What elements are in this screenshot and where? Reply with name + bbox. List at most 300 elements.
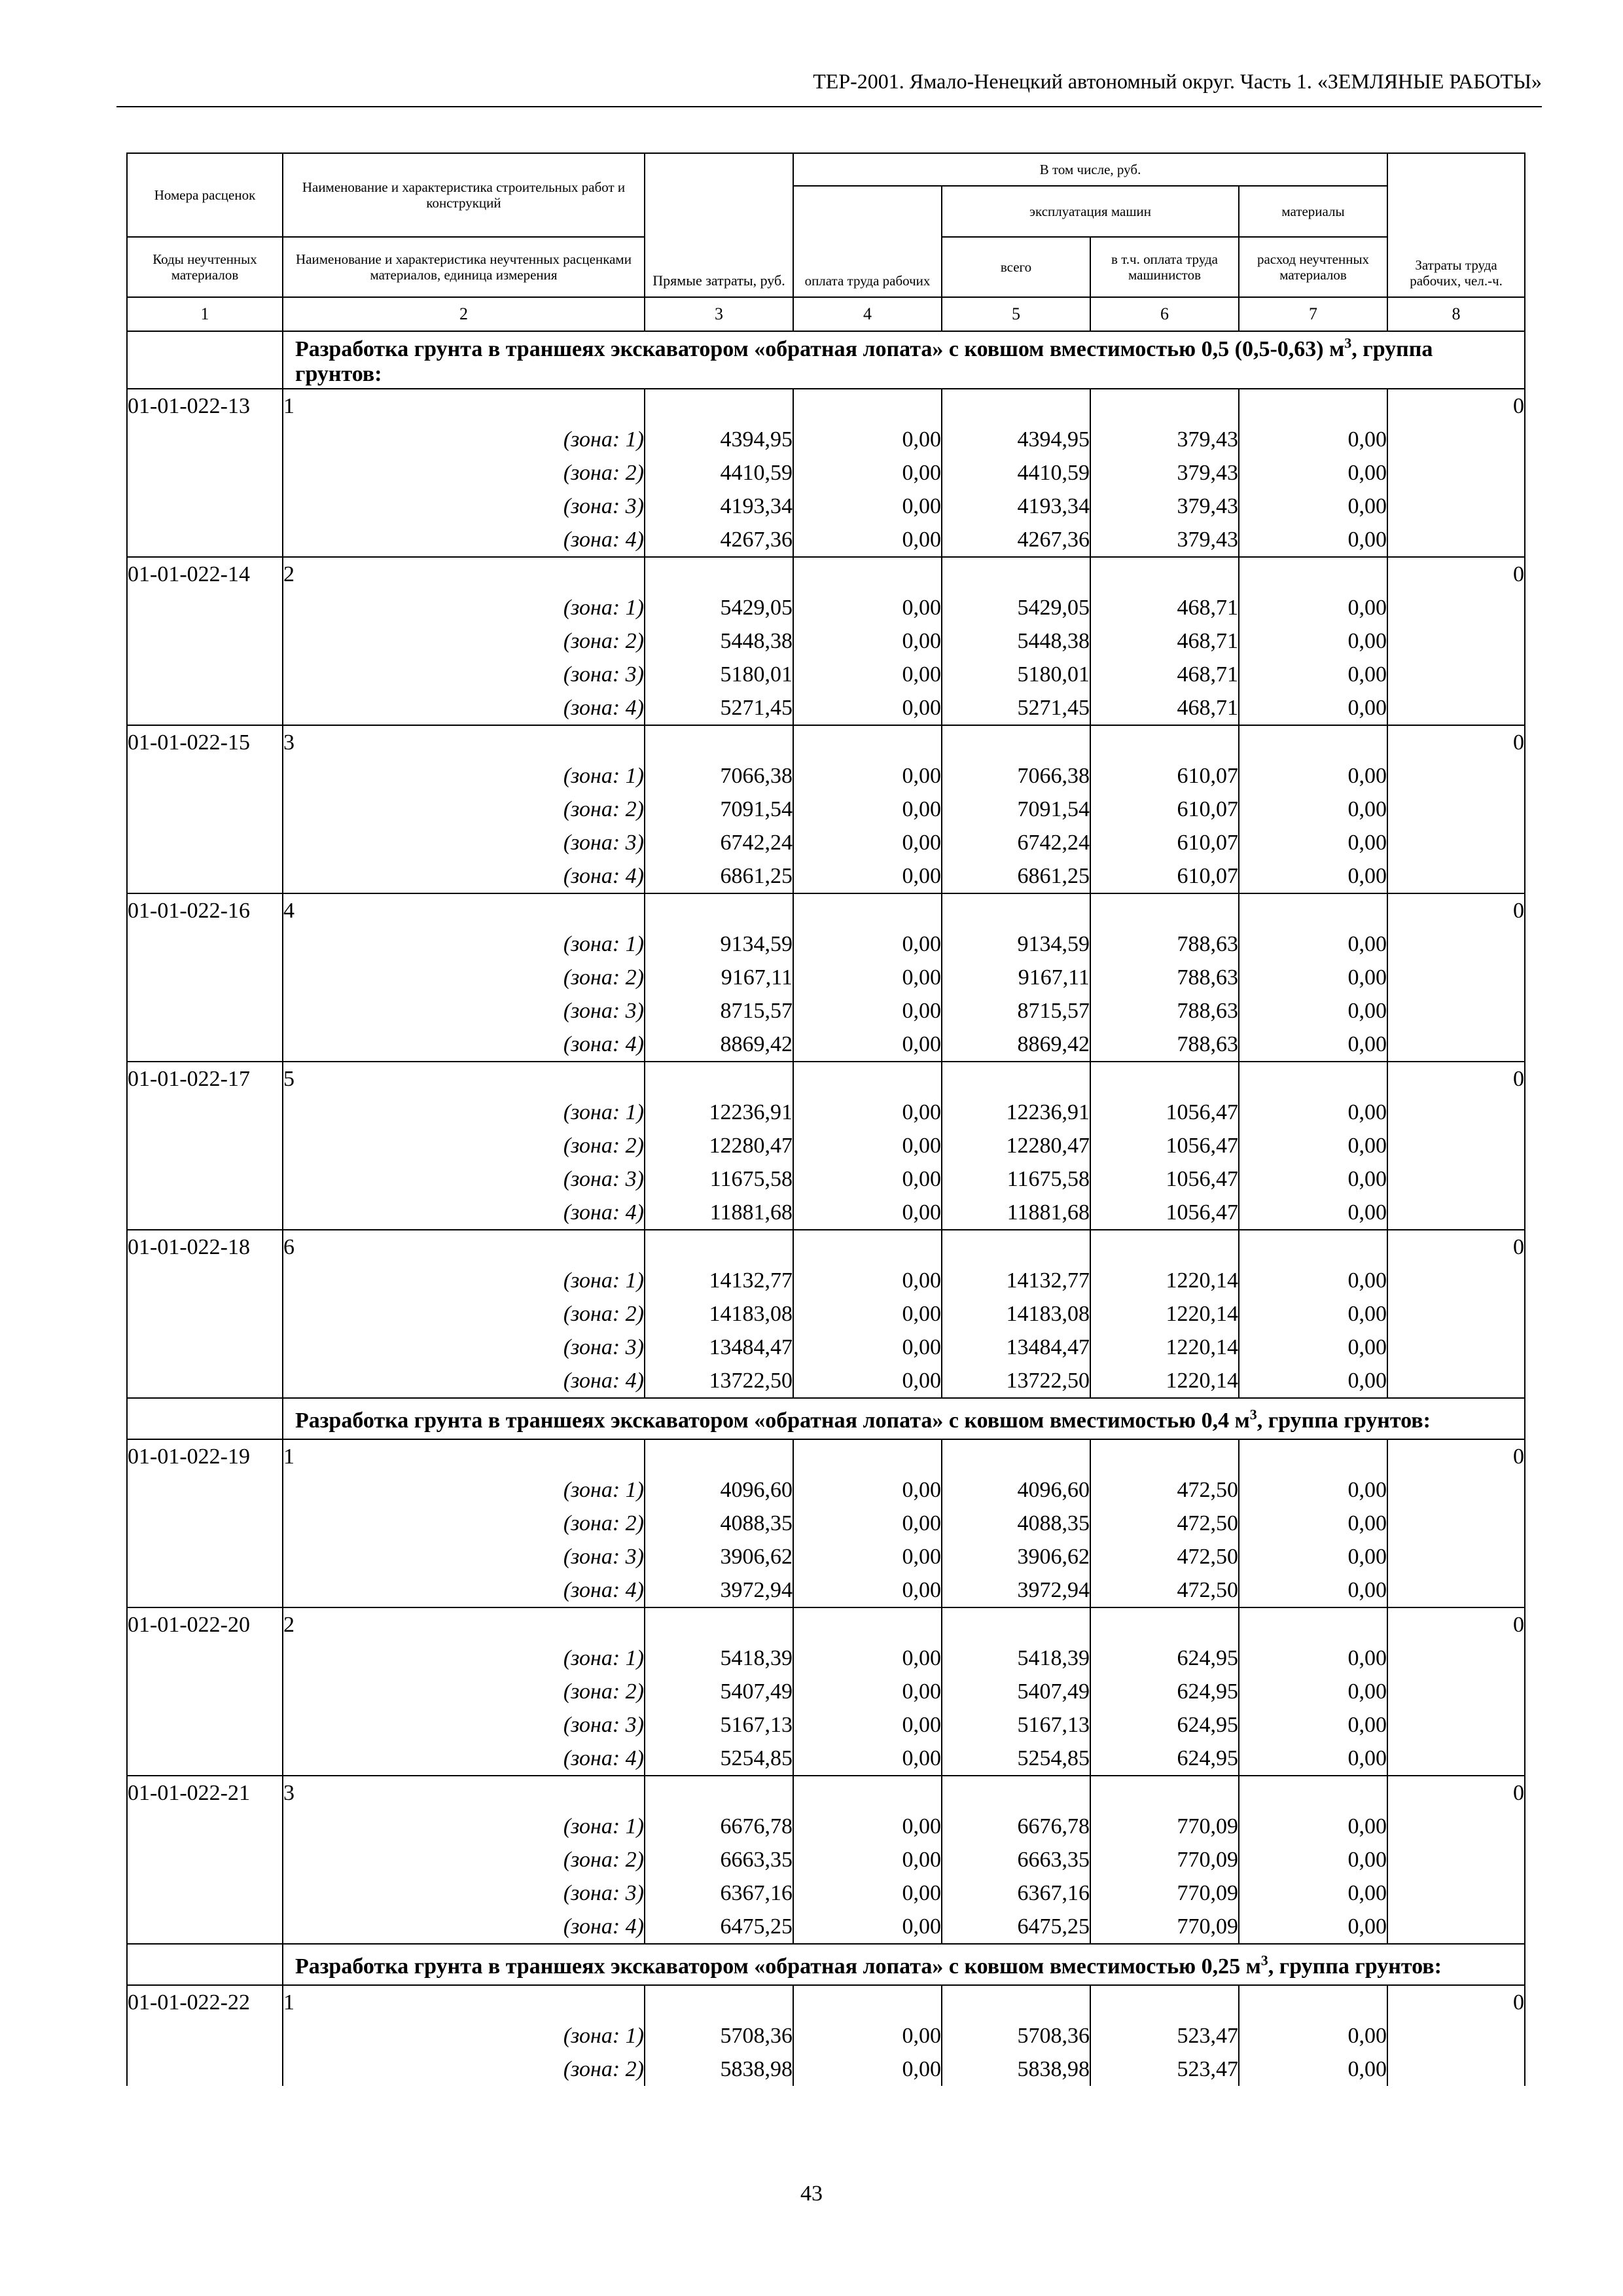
zone-label: (зона: 1) bbox=[283, 759, 645, 793]
rate-code: 01-01-022-22 bbox=[127, 1985, 283, 2019]
rate-row bbox=[127, 1439, 1525, 1473]
machine-total: 5838,98 bbox=[942, 2053, 1090, 2086]
rate-labor: 0 bbox=[1387, 1776, 1525, 1810]
rate-name: 1 bbox=[283, 1439, 645, 1473]
machine-total: 5271,45 bbox=[942, 691, 1090, 725]
direct-cost: 7091,54 bbox=[645, 793, 793, 826]
materials-cost: 0,00 bbox=[1239, 490, 1387, 523]
machine-total: 3972,94 bbox=[942, 1573, 1090, 1607]
zone-row bbox=[127, 691, 1525, 725]
rate-labor: 0 bbox=[1387, 893, 1525, 927]
machine-total: 4193,34 bbox=[942, 490, 1090, 523]
zone-row bbox=[127, 1129, 1525, 1162]
worker-pay: 0,00 bbox=[793, 961, 942, 994]
direct-cost: 7066,38 bbox=[645, 759, 793, 793]
rate-code: 01-01-022-18 bbox=[127, 1230, 283, 1264]
direct-cost: 6475,25 bbox=[645, 1910, 793, 1944]
direct-cost: 4096,60 bbox=[645, 1473, 793, 1507]
materials-cost: 0,00 bbox=[1239, 691, 1387, 725]
zone-row bbox=[127, 591, 1525, 624]
zone-label: (зона: 1) bbox=[283, 927, 645, 961]
zone-label: (зона: 4) bbox=[283, 1573, 645, 1607]
zone-label: (зона: 4) bbox=[283, 523, 645, 557]
zone-row bbox=[127, 1473, 1525, 1507]
materials-cost: 0,00 bbox=[1239, 826, 1387, 859]
machinist-pay: 472,50 bbox=[1090, 1540, 1239, 1573]
zone-row bbox=[127, 1876, 1525, 1910]
rate-row bbox=[127, 557, 1525, 591]
machinist-pay: 468,71 bbox=[1090, 658, 1239, 691]
worker-pay: 0,00 bbox=[793, 1573, 942, 1607]
machinist-pay: 1056,47 bbox=[1090, 1162, 1239, 1196]
zone-row bbox=[127, 1297, 1525, 1331]
zone-label: (зона: 1) bbox=[283, 1810, 645, 1843]
rate-name: 6 bbox=[283, 1230, 645, 1264]
direct-cost: 5167,13 bbox=[645, 1708, 793, 1742]
zone-row bbox=[127, 658, 1525, 691]
table-header bbox=[127, 153, 1525, 331]
header-col6: в т.ч. оплата труда машинистов bbox=[1090, 237, 1239, 297]
machine-total: 5180,01 bbox=[942, 658, 1090, 691]
direct-cost: 5429,05 bbox=[645, 591, 793, 624]
machine-total: 6742,24 bbox=[942, 826, 1090, 859]
materials-cost: 0,00 bbox=[1239, 1297, 1387, 1331]
worker-pay: 0,00 bbox=[793, 1162, 942, 1196]
machinist-pay: 788,63 bbox=[1090, 927, 1239, 961]
machinist-pay: 1056,47 bbox=[1090, 1196, 1239, 1230]
materials-cost: 0,00 bbox=[1239, 961, 1387, 994]
zone-row bbox=[127, 859, 1525, 893]
direct-cost: 6676,78 bbox=[645, 1810, 793, 1843]
zone-label: (зона: 2) bbox=[283, 1297, 645, 1331]
machine-total: 11675,58 bbox=[942, 1162, 1090, 1196]
materials-cost: 0,00 bbox=[1239, 1129, 1387, 1162]
zone-row bbox=[127, 490, 1525, 523]
zone-label: (зона: 1) bbox=[283, 1641, 645, 1675]
worker-pay: 0,00 bbox=[793, 1641, 942, 1675]
direct-cost: 5708,36 bbox=[645, 2019, 793, 2053]
column-number: 1 bbox=[127, 297, 283, 331]
materials-cost: 0,00 bbox=[1239, 1196, 1387, 1230]
zone-label: (зона: 2) bbox=[283, 1843, 645, 1876]
section-title-sup: 3 bbox=[1260, 1952, 1268, 1969]
worker-pay: 0,00 bbox=[793, 2053, 942, 2086]
zone-label: (зона: 2) bbox=[283, 961, 645, 994]
machinist-pay: 379,43 bbox=[1090, 523, 1239, 557]
machine-total: 9167,11 bbox=[942, 961, 1090, 994]
page-header: ТЕР-2001. Ямало-Ненецкий автономный округ. Часть 1. «ЗЕМЛЯНЫЕ РАБОТЫ» bbox=[116, 68, 1542, 107]
machinist-pay: 472,50 bbox=[1090, 1473, 1239, 1507]
zone-row bbox=[127, 624, 1525, 658]
zone-label: (зона: 2) bbox=[283, 1129, 645, 1162]
zone-row bbox=[127, 1910, 1525, 1944]
materials-cost: 0,00 bbox=[1239, 1264, 1387, 1297]
rate-code: 01-01-022-13 bbox=[127, 389, 283, 423]
worker-pay: 0,00 bbox=[793, 490, 942, 523]
zone-row bbox=[127, 523, 1525, 557]
worker-pay: 0,00 bbox=[793, 1196, 942, 1230]
header-group-included: В том числе, руб. bbox=[793, 153, 1387, 186]
header-col8: Затраты труда рабочих, чел.-ч. bbox=[1387, 153, 1525, 297]
zone-label: (зона: 4) bbox=[283, 691, 645, 725]
rate-labor: 0 bbox=[1387, 1439, 1525, 1473]
zone-label: (зона: 3) bbox=[283, 1331, 645, 1364]
zone-label: (зона: 1) bbox=[283, 2019, 645, 2053]
zone-label: (зона: 4) bbox=[283, 1028, 645, 1062]
zone-label: (зона: 2) bbox=[283, 793, 645, 826]
machinist-pay: 523,47 bbox=[1090, 2053, 1239, 2086]
materials-cost: 0,00 bbox=[1239, 456, 1387, 490]
rate-code: 01-01-022-19 bbox=[127, 1439, 283, 1473]
machine-total: 9134,59 bbox=[942, 927, 1090, 961]
materials-cost: 0,00 bbox=[1239, 1810, 1387, 1843]
section-header-row bbox=[127, 331, 1525, 389]
rate-labor: 0 bbox=[1387, 725, 1525, 759]
worker-pay: 0,00 bbox=[793, 1364, 942, 1398]
column-number: 3 bbox=[645, 297, 793, 331]
zone-label: (зона: 1) bbox=[283, 1096, 645, 1129]
machinist-pay: 788,63 bbox=[1090, 1028, 1239, 1062]
rate-row bbox=[127, 1062, 1525, 1096]
table-body bbox=[127, 331, 1525, 2086]
zone-row bbox=[127, 1810, 1525, 1843]
machine-total: 6676,78 bbox=[942, 1810, 1090, 1843]
section-title-tail: , группа грунтов: bbox=[1268, 1954, 1442, 1979]
machinist-pay: 472,50 bbox=[1090, 1507, 1239, 1540]
header-group-materials: материалы bbox=[1239, 186, 1387, 237]
zone-row bbox=[127, 1641, 1525, 1675]
direct-cost: 4410,59 bbox=[645, 456, 793, 490]
machine-total: 6663,35 bbox=[942, 1843, 1090, 1876]
column-number: 4 bbox=[793, 297, 942, 331]
direct-cost: 14132,77 bbox=[645, 1264, 793, 1297]
machinist-pay: 468,71 bbox=[1090, 691, 1239, 725]
price-table bbox=[126, 152, 1525, 2086]
materials-cost: 0,00 bbox=[1239, 859, 1387, 893]
zone-row bbox=[127, 1162, 1525, 1196]
worker-pay: 0,00 bbox=[793, 859, 942, 893]
materials-cost: 0,00 bbox=[1239, 1910, 1387, 1944]
machine-total: 5254,85 bbox=[942, 1742, 1090, 1776]
page-number: 43 bbox=[800, 2181, 823, 2206]
section-title bbox=[283, 1398, 1525, 1439]
rate-code: 01-01-022-21 bbox=[127, 1776, 283, 1810]
zone-label: (зона: 3) bbox=[283, 1540, 645, 1573]
zone-label: (зона: 1) bbox=[283, 591, 645, 624]
direct-cost: 5418,39 bbox=[645, 1641, 793, 1675]
machine-total: 7066,38 bbox=[942, 759, 1090, 793]
worker-pay: 0,00 bbox=[793, 994, 942, 1028]
zone-label: (зона: 3) bbox=[283, 826, 645, 859]
machinist-pay: 523,47 bbox=[1090, 2019, 1239, 2053]
machine-total: 12236,91 bbox=[942, 1096, 1090, 1129]
worker-pay: 0,00 bbox=[793, 826, 942, 859]
zone-row bbox=[127, 2019, 1525, 2053]
worker-pay: 0,00 bbox=[793, 1910, 942, 1944]
materials-cost: 0,00 bbox=[1239, 1708, 1387, 1742]
machinist-pay: 624,95 bbox=[1090, 1742, 1239, 1776]
direct-cost: 13722,50 bbox=[645, 1364, 793, 1398]
section-header-row bbox=[127, 1944, 1525, 1985]
materials-cost: 0,00 bbox=[1239, 994, 1387, 1028]
machine-total: 8869,42 bbox=[942, 1028, 1090, 1062]
machinist-pay: 1056,47 bbox=[1090, 1096, 1239, 1129]
machinist-pay: 610,07 bbox=[1090, 759, 1239, 793]
materials-cost: 0,00 bbox=[1239, 1331, 1387, 1364]
direct-cost: 11881,68 bbox=[645, 1196, 793, 1230]
direct-cost: 4394,95 bbox=[645, 423, 793, 456]
direct-cost: 4088,35 bbox=[645, 1507, 793, 1540]
machine-total: 3906,62 bbox=[942, 1540, 1090, 1573]
rate-code: 01-01-022-16 bbox=[127, 893, 283, 927]
zone-row bbox=[127, 1708, 1525, 1742]
section-title-text: Разработка грунта в траншеях экскаватором «обратная лопата» с ковшом вместимостью 0,5 (0,5-0,63) м bbox=[295, 337, 1345, 361]
zone-label: (зона: 1) bbox=[283, 423, 645, 456]
zone-row bbox=[127, 1843, 1525, 1876]
machine-total: 14132,77 bbox=[942, 1264, 1090, 1297]
machine-total: 4096,60 bbox=[942, 1473, 1090, 1507]
header-col2-bottom: Наименование и характеристика неучтенных расценками материалов, единица измерения bbox=[283, 237, 645, 297]
zone-row bbox=[127, 961, 1525, 994]
worker-pay: 0,00 bbox=[793, 624, 942, 658]
zone-row bbox=[127, 927, 1525, 961]
materials-cost: 0,00 bbox=[1239, 1641, 1387, 1675]
machine-total: 6367,16 bbox=[942, 1876, 1090, 1910]
machine-total: 5448,38 bbox=[942, 624, 1090, 658]
rate-row bbox=[127, 1607, 1525, 1641]
rate-labor: 0 bbox=[1387, 557, 1525, 591]
direct-cost: 12280,47 bbox=[645, 1129, 793, 1162]
rate-name: 1 bbox=[283, 1985, 645, 2019]
materials-cost: 0,00 bbox=[1239, 624, 1387, 658]
worker-pay: 0,00 bbox=[793, 1129, 942, 1162]
worker-pay: 0,00 bbox=[793, 1708, 942, 1742]
section-title-text: Разработка грунта в траншеях экскаватором «обратная лопата» с ковшом вместимостью 0,25 м bbox=[295, 1954, 1261, 1979]
zone-row bbox=[127, 423, 1525, 456]
rate-labor: 0 bbox=[1387, 1607, 1525, 1641]
materials-cost: 0,00 bbox=[1239, 1507, 1387, 1540]
direct-cost: 5838,98 bbox=[645, 2053, 793, 2086]
worker-pay: 0,00 bbox=[793, 1264, 942, 1297]
worker-pay: 0,00 bbox=[793, 1810, 942, 1843]
materials-cost: 0,00 bbox=[1239, 591, 1387, 624]
materials-cost: 0,00 bbox=[1239, 927, 1387, 961]
materials-cost: 0,00 bbox=[1239, 1364, 1387, 1398]
zone-label: (зона: 2) bbox=[283, 1675, 645, 1708]
machinist-pay: 1220,14 bbox=[1090, 1331, 1239, 1364]
machine-total: 4394,95 bbox=[942, 423, 1090, 456]
column-number: 6 bbox=[1090, 297, 1239, 331]
header-col1-top: Номера расценок bbox=[127, 153, 283, 237]
direct-cost: 4267,36 bbox=[645, 523, 793, 557]
worker-pay: 0,00 bbox=[793, 1331, 942, 1364]
machinist-pay: 1056,47 bbox=[1090, 1129, 1239, 1162]
section-blank-cell bbox=[127, 1398, 283, 1439]
rate-labor: 0 bbox=[1387, 1230, 1525, 1264]
worker-pay: 0,00 bbox=[793, 1843, 942, 1876]
worker-pay: 0,00 bbox=[793, 1742, 942, 1776]
worker-pay: 0,00 bbox=[793, 1096, 942, 1129]
worker-pay: 0,00 bbox=[793, 1507, 942, 1540]
direct-cost: 5180,01 bbox=[645, 658, 793, 691]
zone-row bbox=[127, 793, 1525, 826]
rate-name: 5 bbox=[283, 1062, 645, 1096]
machine-total: 6475,25 bbox=[942, 1910, 1090, 1944]
machinist-pay: 379,43 bbox=[1090, 456, 1239, 490]
zone-row bbox=[127, 1540, 1525, 1573]
materials-cost: 0,00 bbox=[1239, 1675, 1387, 1708]
column-number: 5 bbox=[942, 297, 1090, 331]
direct-cost: 5254,85 bbox=[645, 1742, 793, 1776]
machine-total: 5407,49 bbox=[942, 1675, 1090, 1708]
header-col4: оплата труда рабочих bbox=[793, 186, 942, 297]
column-number: 7 bbox=[1239, 297, 1387, 331]
materials-cost: 0,00 bbox=[1239, 1540, 1387, 1573]
materials-cost: 0,00 bbox=[1239, 759, 1387, 793]
machine-total: 8715,57 bbox=[942, 994, 1090, 1028]
rate-name: 4 bbox=[283, 893, 645, 927]
zone-label: (зона: 3) bbox=[283, 1162, 645, 1196]
worker-pay: 0,00 bbox=[793, 927, 942, 961]
machinist-pay: 770,09 bbox=[1090, 1910, 1239, 1944]
rate-name: 3 bbox=[283, 1776, 645, 1810]
direct-cost: 6742,24 bbox=[645, 826, 793, 859]
machine-total: 12280,47 bbox=[942, 1129, 1090, 1162]
header-group-machines: эксплуатация машин bbox=[942, 186, 1239, 237]
machinist-pay: 468,71 bbox=[1090, 591, 1239, 624]
zone-label: (зона: 4) bbox=[283, 1196, 645, 1230]
section-title bbox=[283, 331, 1525, 389]
rate-labor: 0 bbox=[1387, 389, 1525, 423]
machinist-pay: 1220,14 bbox=[1090, 1297, 1239, 1331]
machinist-pay: 624,95 bbox=[1090, 1641, 1239, 1675]
machine-total: 7091,54 bbox=[942, 793, 1090, 826]
direct-cost: 13484,47 bbox=[645, 1331, 793, 1364]
rate-row bbox=[127, 389, 1525, 423]
header-column-numbers bbox=[127, 297, 1525, 331]
rate-row bbox=[127, 1985, 1525, 2019]
rate-name: 3 bbox=[283, 725, 645, 759]
rate-labor: 0 bbox=[1387, 1985, 1525, 2019]
zone-row bbox=[127, 1507, 1525, 1540]
zone-row bbox=[127, 1364, 1525, 1398]
machine-total: 4088,35 bbox=[942, 1507, 1090, 1540]
materials-cost: 0,00 bbox=[1239, 423, 1387, 456]
zone-row bbox=[127, 1675, 1525, 1708]
machinist-pay: 472,50 bbox=[1090, 1573, 1239, 1607]
zone-label: (зона: 1) bbox=[283, 1264, 645, 1297]
zone-label: (зона: 4) bbox=[283, 1910, 645, 1944]
column-number: 8 bbox=[1387, 297, 1525, 331]
machinist-pay: 610,07 bbox=[1090, 826, 1239, 859]
direct-cost: 3972,94 bbox=[645, 1573, 793, 1607]
machinist-pay: 468,71 bbox=[1090, 624, 1239, 658]
zone-label: (зона: 4) bbox=[283, 1742, 645, 1776]
machine-total: 5708,36 bbox=[942, 2019, 1090, 2053]
machinist-pay: 379,43 bbox=[1090, 423, 1239, 456]
rate-code: 01-01-022-17 bbox=[127, 1062, 283, 1096]
worker-pay: 0,00 bbox=[793, 1473, 942, 1507]
zone-label: (зона: 1) bbox=[283, 1473, 645, 1507]
direct-cost: 6663,35 bbox=[645, 1843, 793, 1876]
header-col1-bottom: Коды неучтенных материалов bbox=[127, 237, 283, 297]
machine-total: 14183,08 bbox=[942, 1297, 1090, 1331]
direct-cost: 6367,16 bbox=[645, 1876, 793, 1910]
worker-pay: 0,00 bbox=[793, 423, 942, 456]
zone-label: (зона: 2) bbox=[283, 1507, 645, 1540]
direct-cost: 8715,57 bbox=[645, 994, 793, 1028]
zone-row bbox=[127, 1096, 1525, 1129]
direct-cost: 3906,62 bbox=[645, 1540, 793, 1573]
materials-cost: 0,00 bbox=[1239, 658, 1387, 691]
rate-row bbox=[127, 1230, 1525, 1264]
machinist-pay: 624,95 bbox=[1090, 1708, 1239, 1742]
machine-total: 6861,25 bbox=[942, 859, 1090, 893]
materials-cost: 0,00 bbox=[1239, 2053, 1387, 2086]
worker-pay: 0,00 bbox=[793, 1876, 942, 1910]
direct-cost: 5407,49 bbox=[645, 1675, 793, 1708]
zone-label: (зона: 3) bbox=[283, 1708, 645, 1742]
direct-cost: 8869,42 bbox=[645, 1028, 793, 1062]
rate-labor: 0 bbox=[1387, 1062, 1525, 1096]
worker-pay: 0,00 bbox=[793, 658, 942, 691]
zone-label: (зона: 2) bbox=[283, 2053, 645, 2086]
zone-row bbox=[127, 1028, 1525, 1062]
machine-total: 4267,36 bbox=[942, 523, 1090, 557]
direct-cost: 9134,59 bbox=[645, 927, 793, 961]
header-col7: расход неучтенных материалов bbox=[1239, 237, 1387, 297]
materials-cost: 0,00 bbox=[1239, 1028, 1387, 1062]
direct-cost: 5271,45 bbox=[645, 691, 793, 725]
machinist-pay: 770,09 bbox=[1090, 1843, 1239, 1876]
machine-total: 11881,68 bbox=[942, 1196, 1090, 1230]
machine-total: 4410,59 bbox=[942, 456, 1090, 490]
section-title-tail: , группа грунтов: bbox=[295, 337, 1433, 386]
section-blank-cell bbox=[127, 331, 283, 389]
direct-cost: 11675,58 bbox=[645, 1162, 793, 1196]
section-title-tail: , группа грунтов: bbox=[1257, 1408, 1431, 1433]
zone-row bbox=[127, 1196, 1525, 1230]
materials-cost: 0,00 bbox=[1239, 793, 1387, 826]
rate-code: 01-01-022-14 bbox=[127, 557, 283, 591]
machinist-pay: 770,09 bbox=[1090, 1876, 1239, 1910]
machinist-pay: 379,43 bbox=[1090, 490, 1239, 523]
materials-cost: 0,00 bbox=[1239, 1473, 1387, 1507]
worker-pay: 0,00 bbox=[793, 759, 942, 793]
worker-pay: 0,00 bbox=[793, 1028, 942, 1062]
rate-name: 1 bbox=[283, 389, 645, 423]
direct-cost: 5448,38 bbox=[645, 624, 793, 658]
zone-row bbox=[127, 1573, 1525, 1607]
zone-row bbox=[127, 759, 1525, 793]
machinist-pay: 788,63 bbox=[1090, 961, 1239, 994]
materials-cost: 0,00 bbox=[1239, 2019, 1387, 2053]
worker-pay: 0,00 bbox=[793, 1675, 942, 1708]
machinist-pay: 788,63 bbox=[1090, 994, 1239, 1028]
zone-row bbox=[127, 1264, 1525, 1297]
direct-cost: 14183,08 bbox=[645, 1297, 793, 1331]
machine-total: 13722,50 bbox=[942, 1364, 1090, 1398]
zone-row bbox=[127, 2053, 1525, 2086]
machinist-pay: 624,95 bbox=[1090, 1675, 1239, 1708]
section-title-sup: 3 bbox=[1344, 334, 1352, 351]
direct-cost: 6861,25 bbox=[645, 859, 793, 893]
machine-total: 13484,47 bbox=[942, 1331, 1090, 1364]
section-header-row bbox=[127, 1398, 1525, 1439]
materials-cost: 0,00 bbox=[1239, 1573, 1387, 1607]
worker-pay: 0,00 bbox=[793, 1297, 942, 1331]
header-col3: Прямые затраты, руб. bbox=[645, 153, 793, 297]
